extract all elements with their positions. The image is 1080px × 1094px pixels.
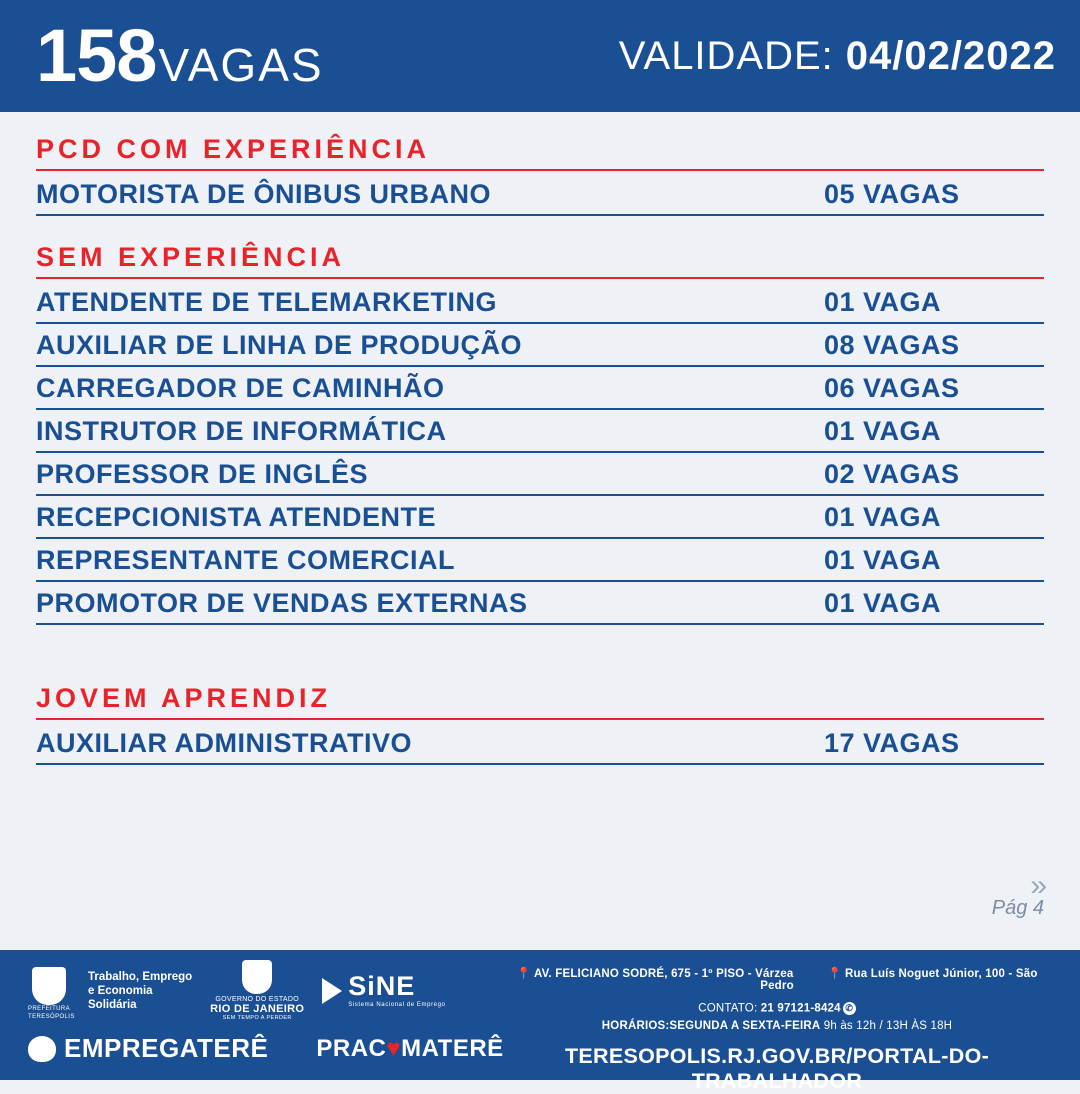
vacancy-row — [36, 367, 1044, 410]
vacancy-job-count: 01 VAGA — [824, 416, 942, 446]
address-secondary: Rua Luís Noguet Júnior, 100 - São Pedro — [760, 968, 1038, 992]
contact-label: CONTATO: — [698, 1002, 758, 1015]
vacancy-list — [0, 112, 1080, 765]
footer-program-logos — [28, 1033, 504, 1064]
vacancy-job-count: 17 VAGAS — [824, 728, 960, 758]
address-primary: AV. FELICIANO SODRÉ, 675 - 1º PISO - Várzea — [533, 968, 794, 980]
section-title: JOVEM APRENDIZ — [36, 683, 1044, 720]
footer-logos — [0, 950, 504, 1080]
vacancy-job-count: 01 VAGA — [824, 502, 942, 532]
section-jovem-aprendiz — [36, 683, 1044, 765]
page-indicator — [991, 869, 1044, 920]
vacancy-job-title: INSTRUTOR DE INFORMÁTICA — [36, 416, 447, 446]
prefeitura-cap-line1: PREFEITURA — [28, 1005, 71, 1012]
section-pcd — [36, 134, 1044, 216]
vacancy-row — [36, 281, 1044, 324]
footer-brand-row — [28, 960, 500, 1021]
poster-header — [0, 0, 1080, 112]
government-line2: RIO DE JANEIRO — [210, 1003, 305, 1015]
vacancy-row — [36, 496, 1044, 539]
vacancy-row — [36, 539, 1044, 582]
validity-block — [619, 34, 1056, 79]
section-sem-experiencia — [36, 242, 1044, 625]
vacancy-job-title: RECEPCIONISTA ATENDENTE — [36, 502, 437, 532]
empregatere-label: EMPREGATERÊ — [64, 1033, 269, 1063]
pracmatere-part1: PRAC — [316, 1034, 387, 1062]
validity-date: 04/02/2022 — [845, 33, 1056, 78]
contact-phone: 21 97121-8424 — [760, 1002, 841, 1015]
vacancy-job-title: PROMOTOR DE VENDAS EXTERNAS — [36, 588, 528, 618]
government-logo — [210, 960, 304, 1021]
vacancy-job-count: 06 VAGAS — [824, 373, 960, 403]
pracmatere-logo — [316, 1035, 503, 1063]
page-number-label: Pág 4 — [991, 897, 1044, 919]
section-spacer — [36, 625, 1044, 683]
vacancy-job-title: AUXILIAR ADMINISTRATIVO — [36, 728, 412, 758]
section-title: PCD COM EXPERIÊNCIA — [36, 134, 1044, 171]
prefeitura-logo — [28, 967, 75, 1020]
sine-logo — [322, 973, 445, 1008]
pracmatere-part2: MATERÊ — [401, 1034, 504, 1062]
department-line2: e Economia — [88, 984, 153, 997]
vacancy-job-count: 01 VAGA — [824, 545, 942, 575]
person-icon — [28, 1036, 56, 1062]
location-pin-icon: 📍 — [516, 968, 531, 980]
vacancy-job-count: 01 VAGA — [824, 588, 942, 618]
vacancy-job-count: 02 VAGAS — [824, 459, 960, 489]
vacancy-row — [36, 410, 1044, 453]
vacancy-count: 158 — [36, 14, 157, 97]
hours-days: SEGUNDA A SEXTA-FEIRA — [669, 1020, 821, 1032]
heart-icon: ♥ — [386, 1034, 402, 1062]
chevron-right-icon: » — [1030, 869, 1044, 902]
vacancy-job-count: 05 VAGAS — [824, 179, 960, 209]
vacancy-job-title: MOTORISTA DE ÔNIBUS URBANO — [36, 179, 492, 209]
government-crest-icon — [242, 960, 272, 994]
vacancy-job-count: 08 VAGAS — [824, 330, 960, 360]
hours-label: HORÁRIOS: — [601, 1020, 670, 1032]
sine-name: SiNE — [348, 971, 416, 1001]
vacancy-row — [36, 453, 1044, 496]
vacancy-job-title: REPRESENTANTE COMERCIAL — [36, 545, 456, 575]
vacancy-job-count: 01 VAGA — [824, 287, 942, 317]
empregatere-logo — [28, 1033, 268, 1064]
validity-label: VALIDADE: — [618, 33, 834, 78]
department-line1: Trabalho, Emprego — [88, 970, 193, 983]
department-line3: Solidária — [88, 998, 137, 1011]
department-name — [88, 970, 192, 1012]
prefeitura-cap-line2: TERESÓPOLIS — [28, 1013, 75, 1020]
sine-subtitle: Sistema Nacional de Emprego — [348, 1002, 446, 1008]
vacancy-row — [36, 722, 1044, 765]
government-line1: GOVERNO DO ESTADO — [215, 996, 299, 1003]
vacancy-job-title: AUXILIAR DE LINHA DE PRODUÇÃO — [36, 330, 523, 360]
hours-times: 9h às 12h / 13H ÀS 18H — [823, 1020, 953, 1032]
vacancy-row — [36, 582, 1044, 625]
sine-arrow-icon — [322, 978, 342, 1004]
website-url[interactable]: TERESOPOLIS.RJ.GOV.BR/PORTAL-DO-TRABALHADOR — [564, 1044, 990, 1093]
government-line3: SEM TEMPO A PERDER — [222, 1015, 292, 1021]
vacancy-count-label: VAGAS — [158, 39, 324, 91]
poster-footer — [0, 950, 1080, 1093]
location-pin-icon: 📍 — [827, 968, 842, 980]
vacancy-job-title: ATENDENTE DE TELEMARKETING — [36, 287, 498, 317]
vacancy-job-title: CARREGADOR DE CAMINHÃO — [36, 373, 445, 403]
vacancy-row — [36, 173, 1044, 216]
vacancy-job-title: PROFESSOR DE INGLÊS — [36, 459, 369, 489]
section-title: SEM EXPERIÊNCIA — [36, 242, 1044, 279]
whatsapp-icon: ✆ — [843, 1002, 856, 1015]
prefeitura-crest-icon — [28, 967, 75, 1020]
vacancy-count-block — [36, 14, 324, 97]
vacancy-row — [36, 324, 1044, 367]
footer-contact — [500, 950, 1080, 1093]
